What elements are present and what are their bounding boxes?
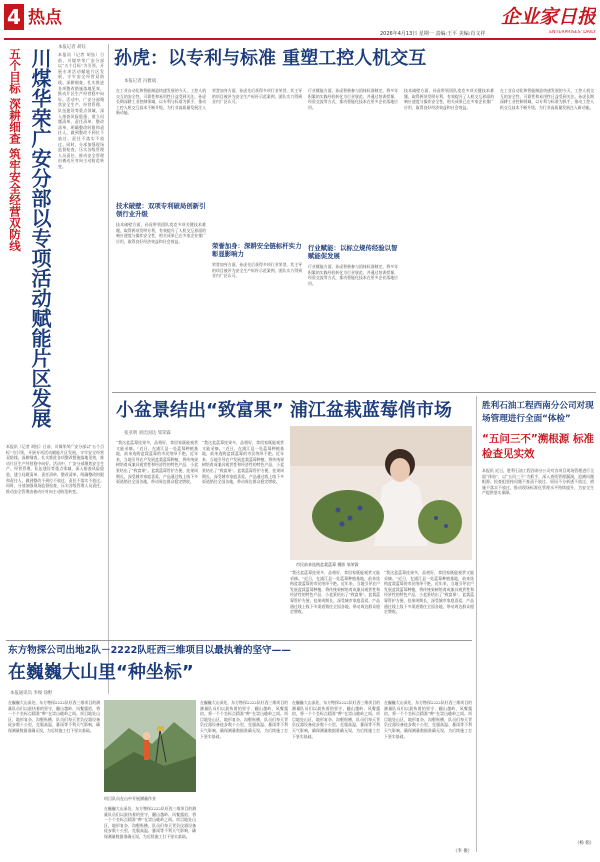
bottom-story-kicker: 东方物探公司出地2队－2222队旺西三维项目以最执着的坚守—— [8, 645, 291, 656]
bottom-story-byline: 本报通讯员 李俊 徐野 [10, 691, 53, 696]
bottom-body-col2: 在巍巍大山深处，东方物探2222队旺西三维项目的测量队员们以最执着的坚守，翻山越岭、风餐露宿，将一个个坐标点精准“种”在崇山峻岭之间。项目地处山区，地形复杂、沟壑纵横，队员们每天背负仪器设备徒步数十公里，克服高温、暴雨等不利天气影响，确保测量数据准确无误，为后续施工打下坚实基础。 [104, 806, 196, 839]
page-number-badge: 4 [4, 4, 24, 30]
top-story-body-d: 行业赋能方面，孙虎积极参与团体标准制定，将多年积累的实践经验转化为行业规范，并通过培训授课、经验交流等方式，推动智能化技术在更多企业落地应用。 [308, 88, 398, 110]
section-title: 热点 [28, 8, 62, 28]
bottom-top-rule [6, 640, 472, 641]
left-byline: 本报记者 胡钰 [58, 45, 86, 50]
mid-story-title: 小盆景结出“致富果” 浦江盆栽蓝莓俏市场 [116, 400, 452, 421]
left-vertical-title: 川煤华荣广安分部以专项活动赋能片区发展 [28, 48, 52, 428]
left-vertical-subtitle: 五个目标 深耕细查 筑牢安全经营双防线 [8, 48, 22, 252]
bottom-body-col3: 在巍巍大山深处，东方物探2222队旺西三维项目的测量队员们以最执着的坚守，翻山越岭、风餐露宿，将一个个坐标点精准“种”在崇山峻岭之间。项目地处山区，地形复杂、沟壑纵横，队员们每天背负仪器设备徒步数十公里，克服高温、暴雨等不利天气影响，确保测量数据准确无误，为后续施工打下坚实基础。 [200, 700, 288, 739]
mid-body-col4: “我这盆蓝莓挂果多，品相好，拿回家既能观赏又能采摘。”近日，在浦江县一处蓝莓种植基地，前来选购盆栽蓝莓的市民络绎不绝。近年来，当地引导农户发展盆栽蓝莓种植，将传统果树培育成兼具观赏性和经济性的特色产品，小盆景结出了“致富果”。盆栽蓝莓管护方便、挂果周期长，深受城市家庭喜爱，产品通过线上线下多渠道销往全国各地，带动周边群众稳定增收。 [384, 570, 474, 615]
top-story-body-f: 在工业自动化和智能制造快速发展的今天，工控人机交互的安全性、可靠性和易用性日益受到关注。孙虎长期深耕工业控制领域，以专利与标准为抓手，推动工控人机交互技术不断升级，为行业高质量发展注入新动能。 [500, 88, 594, 110]
survey-photo [104, 700, 196, 792]
mid-body-col1: “我这盆蓝莓挂果多，品相好，拿回家既能观赏又能采摘。”近日，在浦江县一处蓝莓种植基地，前来选购盆栽蓝莓的市民络绎不绝。近年来，当地引导农户发展盆栽蓝莓种植，将传统果树培育成兼具观赏性和经济性的特色产品，小盆景结出了“致富果”。盆栽蓝莓管护方便、挂果周期长，深受城市家庭喜爱，产品通过线上线下多渠道销往全国各地，带动周边群众稳定增收。 [116, 440, 198, 485]
bottom-story-title: 在巍巍大山里“种坐标” [8, 662, 194, 683]
bottom-body-col4: 在巍巍大山深处，东方物探2222队旺西三维项目的测量队员们以最执着的坚守，翻山越岭、风餐露宿，将一个个坐标点精准“种”在崇山峻岭之间。项目地处山区，地形复杂、沟壑纵横，队员们每天背负仪器设备徒步数十公里，克服高温、暴雨等不利天气影响，确保测量数据准确无误，为后续施工打下坚实基础。 [292, 700, 380, 739]
site-name: ENTERPRISES' DAILY [549, 30, 596, 35]
top-story-body-b: 技术破壁方面，孙虎带领团队攻克多项关键技术难题，取得两项发明专利，有效提升了人机交互界面的响应速度与操作安全性，相关成果已在多家企业推广应用，取得良好经济效益和社会效益。 [116, 222, 206, 244]
mid-body-col2: “我这盆蓝莓挂果多，品相好，拿回家既能观赏又能采摘。”近日，在浦江县一处蓝莓种植基地，前来选购盆栽蓝莓的市民络绎不绝。近年来，当地引导农户发展盆栽蓝莓种植，将传统果树培育成兼具观赏性和经济性的特色产品，小盆景结出了“致富果”。盆栽蓝莓管护方便、挂果周期长，深受城市家庭喜爱，产品通过线上线下多渠道销往全国各地，带动周边群众稳定增收。 [202, 440, 284, 485]
left-column-divider [108, 44, 109, 694]
top-story-body-d2: 行业赋能方面，孙虎积极参与团体标准制定，将多年积累的实践经验转化为行业规范，并通过培训授课、经验交流等方式，推动智能化技术在更多企业落地应用。 [308, 264, 398, 286]
top-story-byline: 本报记者 冯雅斌 [124, 79, 157, 84]
bottom-story-signature: （李 俊） [453, 849, 472, 854]
top-story-bottom-rule [112, 392, 596, 393]
date-line: 2026年4月13日 星期一 责编:王平 美编:肖文祥 [380, 31, 486, 37]
mid-body-col3: “我这盆蓝莓挂果多，品相好，拿回家既能观赏又能采摘。”近日，在浦江县一处蓝莓种植基地，前来选购盆栽蓝莓的市民络绎不绝。近年来，当地引导农户发展盆栽蓝莓种植，将传统果树培育成兼具观赏性和经济性的特色产品，小盆景结出了“致富果”。盆栽蓝莓管护方便、挂果周期长，深受城市家庭喜爱，产品通过线上线下多渠道销往全国各地，带动周边群众稳定增收。 [290, 570, 380, 615]
bottom-photo-caption: 项目队员在山中开展测量作业 [104, 796, 156, 801]
bottom-body-col1: 在巍巍大山深处，东方物探2222队旺西三维项目的测量队员们以最执着的坚守，翻山越岭、风餐露宿，将一个个坐标点精准“种”在崇山峻岭之间。项目地处山区，地形复杂、沟壑纵横，队员们每天背负仪器设备徒步数十公里，克服高温、暴雨等不利天气影响，确保测量数据准确无误，为后续施工打下坚实基础。 [8, 700, 100, 733]
top-story-body-c2: 荣誉加身方面，孙虎先后获得多项行业荣誉，其主导的项目被评为安全生产标杆示范案例，团队实力得到业内广泛认可。 [212, 262, 302, 279]
left-body-col1: 本报讯（记者 胡钰）日前，川煤华荣广安分部以“五个目标”为引领，开展专项活动赋能片区发展，守牢安全经营双防线。深耕细查，扎实推进各项整改措施落地见效，推动片区生产经营稳中向好。活动中，广安分部聚焦安全生产、经营管理、队伍建设等重点领域，深入排查风险隐患，建立问题清单、责任清单、整改清单，明确整改时限和责任人，做到整改不到位不放过、责任不落实不放过。同时，分部加强现场监督检查，压实各级管理人员责任，推动安全管理由被动应对向主动防范转变。 [58, 52, 104, 169]
right-story-title: 胜利石油工程西南分公司对现场管理进行全面“体检” [482, 401, 594, 424]
right-column-divider [476, 396, 477, 852]
blueberry-photo [290, 426, 472, 560]
right-story-signature: （杨 娟） [575, 841, 594, 846]
top-story-body-e: 技术破壁方面，孙虎带领团队攻克多项关键技术难题，取得两项发明专利，有效提升了人机交互界面的响应速度与操作安全性，相关成果已在多家企业推广应用，取得良好经济效益和社会效益。 [404, 88, 494, 110]
mid-photo-caption: 市民前来选购盆栽蓝莓 摄影 邹荣霖 [296, 562, 359, 567]
header-rule [4, 38, 596, 40]
top-subhead-1: 技术破壁：双项专利破局创新引领行业升级 [116, 202, 206, 218]
top-story-body-c: 荣誉加身方面，孙虎先后获得多项行业荣誉，其主导的项目被评为安全生产标杆示范案例，团队实力得到业内广泛认可。 [212, 88, 302, 105]
top-story-body-a: 在工业自动化和智能制造快速发展的今天，工控人机交互的安全性、可靠性和易用性日益受到关注。孙虎长期深耕工业控制领域，以专利与标准为抓手，推动工控人机交互技术不断升级，为行业高质量发展注入新动能。 [116, 88, 206, 116]
left-body-col2: 本报讯（记者 胡钰）日前，川煤华荣广安分部以“五个目标”为引领，开展专项活动赋能片区发展，守牢安全经营双防线。深耕细查，扎实推进各项整改措施落地见效，推动片区生产经营稳中向好。活动中，广安分部聚焦安全生产、经营管理、队伍建设等重点领域，深入排查风险隐患，建立问题清单、责任清单、整改清单，明确整改时限和责任人，做到整改不到位不放过、责任不落实不放过。同时，分部加强现场监督检查，压实各级管理人员责任，推动安全管理由被动应对向主动防范转变。 [6, 444, 104, 494]
blueberry-photo-illustration [290, 426, 472, 560]
right-story-subtitle: “五问三不”溯根源 标准检查见实效 [482, 433, 594, 460]
top-subhead-3: 行业赋能：以标立规传经验以智赋能促发展 [308, 244, 398, 260]
survey-photo-illustration [104, 700, 196, 792]
top-story-title: 孙虎：以专利与标准 重塑工控人机交互 [114, 48, 427, 69]
right-story-body: 本报讯 近日，胜利石油工程西南分公司对各项目现场管理进行全面“体检”，以“五问三不”为抓手，深入查找管理漏洞，追溯问题根源。检查组坚持问题不查清不放过、原因不分析透不放过、措施不落实不放过，推动现场标准化管理水平持续提升，为安全生产提供坚实保障。 [482, 468, 594, 496]
top-subhead-2: 荣誉加身：深耕安全链标杆实力彰显影响力 [212, 242, 302, 258]
newspaper-logo: 企业家日报 [500, 6, 596, 28]
mid-story-byline: 张亚明 刘氏国达 邹荣霖 [124, 431, 171, 436]
bottom-body-col5: 在巍巍大山深处，东方物探2222队旺西三维项目的测量队员们以最执着的坚守，翻山越岭、风餐露宿，将一个个坐标点精准“种”在崇山峻岭之间。项目地处山区，地形复杂、沟壑纵横，队员们每天背负仪器设备徒步数十公里，克服高温、暴雨等不利天气影响，确保测量数据准确无误，为后续施工打下坚实基础。 [384, 700, 472, 739]
